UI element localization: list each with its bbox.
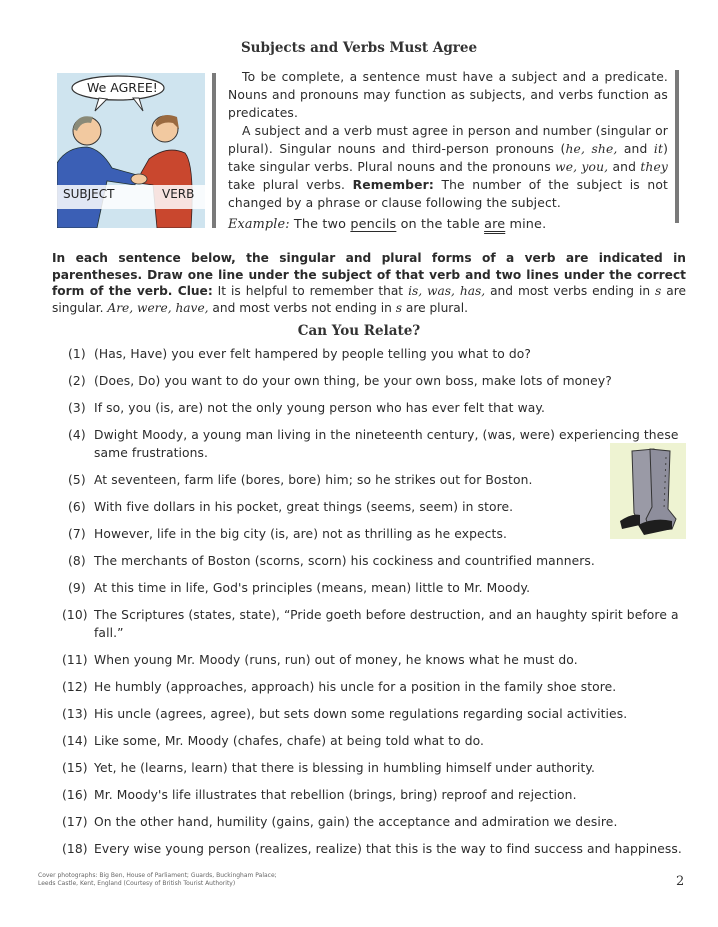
item-number: (4) [68, 428, 86, 442]
item-text: However, life in the big city (is, are) not as thrilling as he expects. [94, 527, 507, 541]
item-text: The Scriptures (states, state), “Pride goeth before destruction, and an haughty spirit before a fall.” [94, 608, 679, 640]
item-number: (6) [68, 500, 86, 514]
exercise-item [62, 651, 688, 669]
item-text: At this time in life, God's principles (means, mean) little to Mr. Moody. [94, 581, 531, 595]
exercise-item [62, 813, 688, 831]
item-text: On the other hand, humility (gains, gain) the acceptance and admiration we desire. [94, 815, 618, 829]
item-text: Yet, he (learns, learn) that there is blessing in humbling himself under authority. [94, 761, 596, 775]
boots-illustration [610, 443, 686, 539]
text-run: are plural. [401, 300, 469, 315]
item-text: Dwight Moody, a young man living in the nineteenth century, (was, were) experiencing these same frustrations. [94, 428, 679, 460]
item-text: The merchants of Boston (scorns, scorn) his cockiness and countrified manners. [94, 554, 595, 568]
exercise-item [62, 840, 688, 858]
item-text: If so, you (is, are) not the only young person who has ever felt that way. [94, 401, 546, 415]
item-number: (10) [62, 608, 88, 622]
text-run: are singular. [52, 284, 686, 315]
exercise-item [68, 552, 614, 570]
cover-photo-credit [38, 872, 277, 887]
instructions-bold: In each sentence below, the singular and plural forms of a verb are indicated in parentheses. Draw one line under the subject of that verb and two lines under the correct form of the verb. Clue: [52, 251, 686, 298]
item-number: (16) [62, 788, 88, 802]
intro-text [228, 68, 668, 234]
exercise-item [68, 471, 614, 489]
exercise-item [62, 606, 688, 642]
credit-line: Leeds Castle, Kent, England (Courtesy of British Tourist Authority) [38, 879, 236, 887]
item-number: (12) [62, 680, 88, 694]
exercise-item [68, 525, 614, 543]
exercise-item [62, 732, 688, 750]
item-text: (Does, Do) you want to do your own thing, be your own boss, make lots of money? [94, 374, 612, 388]
exercise-item [68, 426, 688, 462]
exercise-item [62, 759, 688, 777]
italic-pronoun: it [653, 142, 664, 156]
text-run: A subject and a verb must agree in person and number (singular or plural). Singular nouns and third-person pronouns ( [228, 124, 668, 156]
item-text: Every wise young person (realizes, realize) that this is the way to find success and happiness. [94, 842, 682, 856]
exercise-item [62, 678, 688, 696]
text-run: The number of the subject is not changed by a phrase or clause following the subject. [228, 178, 668, 210]
intro-paragraph-1: To be complete, a sentence must have a subject and a predicate. Nouns and pronouns may function as subjects, and verbs function as predicates. [228, 70, 668, 120]
text-run: take plural verbs. [228, 178, 353, 192]
exercise-list [62, 345, 688, 867]
item-number: (18) [62, 842, 88, 856]
text-run: on the table [396, 217, 485, 232]
italic-pronouns: he, she, [565, 142, 618, 156]
left-divider-rule [212, 73, 216, 228]
item-text: Like some, Mr. Moody (chafes, chafe) at being told what to do. [94, 734, 485, 748]
exercise-item [68, 579, 688, 597]
item-number: (14) [62, 734, 88, 748]
item-text: With five dollars in his pocket, great things (seems, seem) in store. [94, 500, 514, 514]
item-text: When young Mr. Moody (runs, run) out of money, he knows what he must do. [94, 653, 578, 667]
page-number: 2 [676, 874, 685, 889]
example-subject: pencils [350, 217, 397, 232]
right-divider-rule [675, 70, 679, 223]
italic-verbs: is, was, has, [408, 284, 486, 298]
example-label: Example: [228, 217, 290, 232]
item-number: (7) [68, 527, 86, 541]
page-title: Subjects and Verbs Must Agree [240, 40, 478, 56]
item-number: (13) [62, 707, 88, 721]
verb-label: VERB [162, 187, 195, 201]
subject-verb-illustration [57, 73, 205, 228]
exercise-item [62, 786, 688, 804]
italic-letter: s [655, 284, 662, 298]
handshake-illustration [57, 73, 205, 228]
exercise-item [68, 345, 688, 363]
italic-verbs: Are, were, have, [107, 300, 209, 315]
example-verb: are [484, 217, 506, 232]
text-run: mine. [505, 217, 547, 232]
text-run: The two [289, 217, 351, 232]
item-number: (5) [68, 473, 86, 487]
item-number: (9) [68, 581, 86, 595]
credit-line: Cover photographs: Big Ben, House of Parliament; Guards, Buckingham Palace; [38, 872, 277, 879]
item-number: (8) [68, 554, 86, 568]
item-text: At seventeen, farm life (bores, bore) him; so he strikes out for Boston. [94, 473, 533, 487]
text-run: ) take singular verbs. Plural nouns and the pronouns [228, 142, 669, 174]
exercise-item [68, 498, 614, 516]
subject-label: SUBJECT [63, 187, 115, 201]
text-run: It is helpful to remember that [212, 284, 409, 298]
item-number: (17) [62, 815, 88, 829]
intro-paragraph-2 [228, 122, 668, 212]
text-run: and [608, 160, 641, 174]
remember-label: Remember: [352, 178, 434, 192]
text-run: and most verbs not ending in [208, 300, 396, 315]
example-sentence [228, 216, 668, 234]
item-text: He humbly (approaches, approach) his uncle for a position in the family shoe store. [94, 680, 617, 694]
instructions [52, 250, 686, 316]
item-number: (11) [62, 653, 88, 667]
section-subtitle: Can You Relate? [297, 323, 421, 339]
italic-pronouns: we, you, [555, 160, 609, 174]
italic-letter: s [395, 300, 402, 315]
item-number: (1) [68, 347, 86, 361]
exercise-item [62, 705, 688, 723]
item-text: His uncle (agrees, agree), but sets down some regulations regarding social activities. [94, 707, 628, 721]
item-number: (2) [68, 374, 86, 388]
boots-icon [610, 443, 686, 539]
text-run: and most verbs ending in [485, 284, 656, 298]
italic-pronoun: they [640, 160, 669, 174]
item-text: Mr. Moody's life illustrates that rebellion (brings, bring) reproof and rejection. [94, 788, 577, 802]
text-run: and [617, 142, 654, 156]
speech-bubble-text: We AGREE! [87, 80, 158, 95]
item-number: (15) [62, 761, 88, 775]
exercise-item [68, 399, 688, 417]
item-number: (3) [68, 401, 86, 415]
exercise-item [68, 372, 688, 390]
item-text: (Has, Have) you ever felt hampered by people telling you what to do? [94, 347, 532, 361]
